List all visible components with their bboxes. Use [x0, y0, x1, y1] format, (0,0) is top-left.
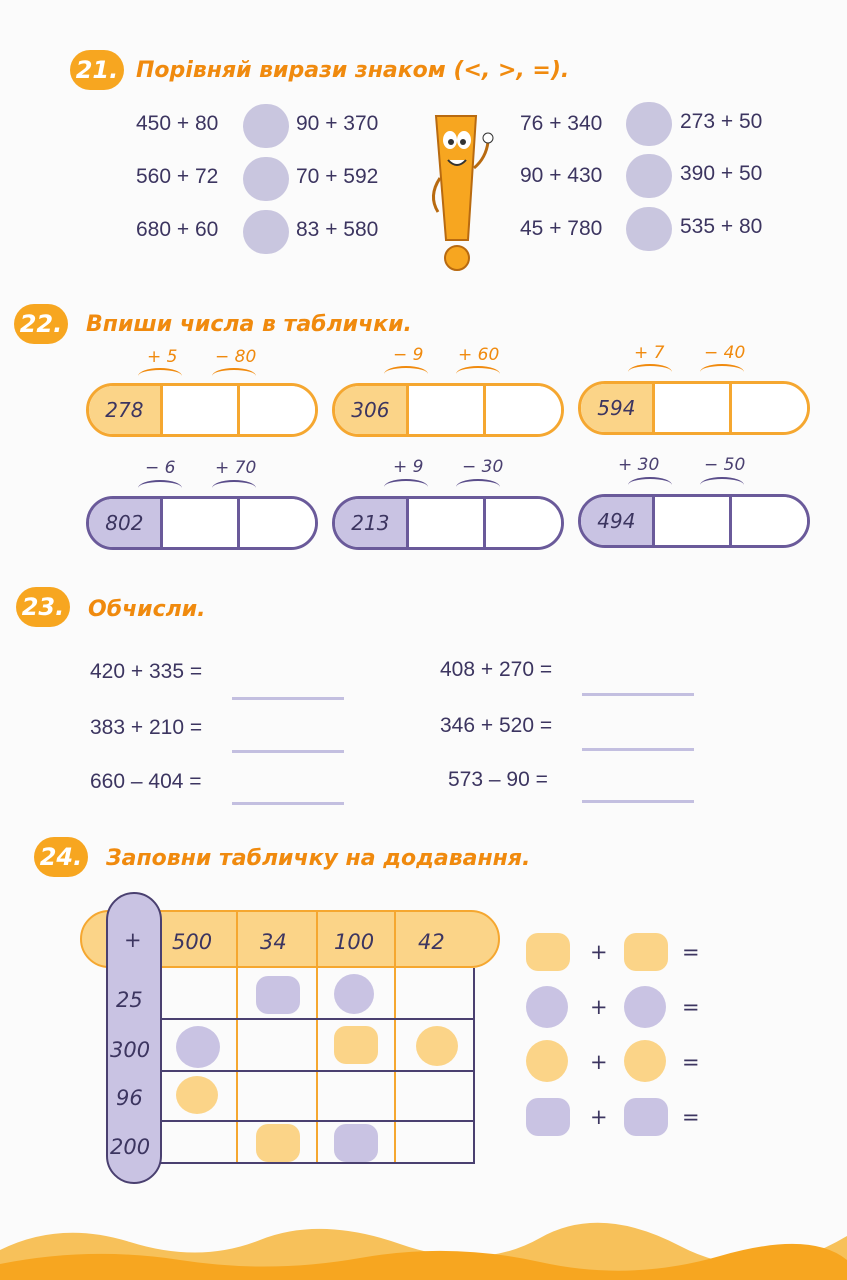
exercise-21-title: Порівняй вирази знаком (<, >, =). [136, 58, 570, 83]
chain-start: 278 [89, 386, 160, 434]
chain-cell[interactable] [483, 386, 561, 434]
answer-line[interactable] [582, 748, 694, 751]
chain-op: − 9 [393, 345, 424, 365]
calc-expr: 408 + 270 = [440, 658, 553, 681]
expr-l1a: 450 + 80 [136, 112, 219, 135]
col-header: 100 [334, 930, 375, 954]
row-header: 25 [116, 988, 143, 1012]
chain-op: + 60 [458, 345, 500, 365]
expr-r1b: 273 + 50 [680, 110, 763, 133]
answer-line[interactable] [232, 802, 344, 805]
legend-eq: = [682, 940, 700, 964]
exercise-23-title: Обчисли. [88, 597, 206, 622]
grid-line [316, 912, 318, 1164]
arrow-icon [212, 368, 256, 384]
chain-cell[interactable] [160, 386, 238, 434]
calc-expr: 346 + 520 = [440, 714, 553, 737]
number-chain [578, 494, 810, 548]
exclamation-mascot-icon [420, 108, 510, 273]
row-header: 300 [110, 1038, 151, 1062]
arrow-icon [628, 477, 672, 493]
shaded-cell[interactable] [256, 1124, 300, 1162]
chain-cell[interactable] [652, 497, 730, 545]
expr-l2a: 560 + 72 [136, 165, 219, 188]
calc-expr: 420 + 335 = [90, 660, 203, 683]
exercise-23-number: 23. [16, 587, 70, 627]
arrow-icon [700, 477, 744, 493]
legend-shape [624, 933, 668, 971]
chain-cell[interactable] [729, 384, 807, 432]
legend-shape [526, 1098, 570, 1136]
legend-shape [526, 986, 568, 1028]
col-header: 34 [260, 930, 287, 954]
row-header: 200 [110, 1135, 151, 1159]
expr-l2b: 70 + 592 [296, 165, 379, 188]
arrow-icon [138, 480, 182, 496]
plus-sign: + [124, 928, 142, 952]
chain-cell[interactable] [237, 386, 315, 434]
legend-plus: + [590, 940, 608, 964]
compare-slot[interactable] [626, 102, 672, 146]
col-header: 500 [172, 930, 213, 954]
chain-cell[interactable] [652, 384, 730, 432]
expr-r1a: 76 + 340 [520, 112, 603, 135]
expr-l1b: 90 + 370 [296, 112, 379, 135]
col-header: 42 [418, 930, 445, 954]
legend-plus: + [590, 995, 608, 1019]
chain-op: + 7 [634, 343, 665, 363]
arrow-icon [456, 366, 500, 382]
chain-cell[interactable] [406, 499, 484, 547]
answer-line[interactable] [582, 800, 694, 803]
legend-shape [526, 1040, 568, 1082]
chain-op: − 50 [704, 455, 746, 475]
legend-shape [624, 986, 666, 1028]
shaded-cell[interactable] [416, 1026, 458, 1066]
arrow-icon [700, 364, 744, 380]
legend-eq: = [682, 1050, 700, 1074]
chain-op: − 30 [462, 457, 504, 477]
exercise-24-title: Заповни табличку на додавання. [106, 846, 531, 871]
arrow-icon [212, 480, 256, 496]
expr-l3b: 83 + 580 [296, 218, 379, 241]
answer-line[interactable] [582, 693, 694, 696]
row-header: 96 [116, 1086, 143, 1110]
compare-slot[interactable] [243, 157, 289, 201]
chain-start: 802 [89, 499, 160, 547]
grid-line [160, 1162, 473, 1164]
exercise-22-number: 22. [14, 304, 68, 344]
grid-line [160, 1120, 473, 1122]
chain-cell[interactable] [406, 386, 484, 434]
chain-op: − 6 [145, 458, 176, 478]
grid-line [394, 912, 396, 1164]
shaded-cell[interactable] [176, 1076, 218, 1114]
chain-cell[interactable] [237, 499, 315, 547]
calc-expr: 660 – 404 = [90, 770, 202, 793]
legend-shape [526, 933, 570, 971]
calc-expr: 383 + 210 = [90, 716, 203, 739]
expr-r2b: 390 + 50 [680, 162, 763, 185]
compare-slot[interactable] [626, 154, 672, 198]
arrow-icon [384, 479, 428, 495]
arrow-icon [628, 364, 672, 380]
chain-cell[interactable] [160, 499, 238, 547]
compare-slot[interactable] [626, 207, 672, 251]
expr-r3b: 535 + 80 [680, 215, 763, 238]
shaded-cell[interactable] [334, 1026, 378, 1064]
number-chain [578, 381, 810, 435]
chain-op: − 40 [704, 343, 746, 363]
chain-op: + 30 [618, 455, 660, 475]
number-chain [86, 496, 318, 550]
legend-shape [624, 1040, 666, 1082]
compare-slot[interactable] [243, 104, 289, 148]
answer-line[interactable] [232, 750, 344, 753]
exercise-21-number: 21. [70, 50, 124, 90]
exercise-24-number: 24. [34, 837, 88, 877]
expr-r3a: 45 + 780 [520, 217, 603, 240]
shaded-cell[interactable] [176, 1026, 220, 1068]
legend-eq: = [682, 1105, 700, 1129]
calc-expr: 573 – 90 = [448, 768, 548, 791]
compare-slot[interactable] [243, 210, 289, 254]
number-chain [86, 383, 318, 437]
chain-cell[interactable] [483, 499, 561, 547]
arrow-icon [384, 366, 428, 382]
exercise-22-title: Впиши числа в таблички. [86, 312, 412, 337]
legend-shape [624, 1098, 668, 1136]
chain-op: + 70 [215, 458, 257, 478]
grid-line [160, 1018, 473, 1020]
shaded-cell[interactable] [256, 976, 300, 1014]
chain-start: 213 [335, 499, 406, 547]
chain-start: 594 [581, 384, 652, 432]
chain-cell[interactable] [729, 497, 807, 545]
expr-r2a: 90 + 430 [520, 164, 603, 187]
grid-line [160, 1070, 473, 1072]
answer-line[interactable] [232, 697, 344, 700]
shaded-cell[interactable] [334, 1124, 378, 1162]
shaded-cell[interactable] [334, 974, 374, 1014]
chain-op: − 80 [215, 347, 257, 367]
arrow-icon [456, 479, 500, 495]
chain-op: + 9 [393, 457, 424, 477]
legend-plus: + [590, 1050, 608, 1074]
bottom-wave-decoration [0, 1220, 847, 1280]
arrow-icon [138, 368, 182, 384]
number-chain [332, 383, 564, 437]
legend-plus: + [590, 1105, 608, 1129]
legend-eq: = [682, 995, 700, 1019]
chain-op: + 5 [147, 347, 178, 367]
chain-start: 306 [335, 386, 406, 434]
chain-start: 494 [581, 497, 652, 545]
number-chain [332, 496, 564, 550]
expr-l3a: 680 + 60 [136, 218, 219, 241]
grid-line [236, 912, 238, 1164]
